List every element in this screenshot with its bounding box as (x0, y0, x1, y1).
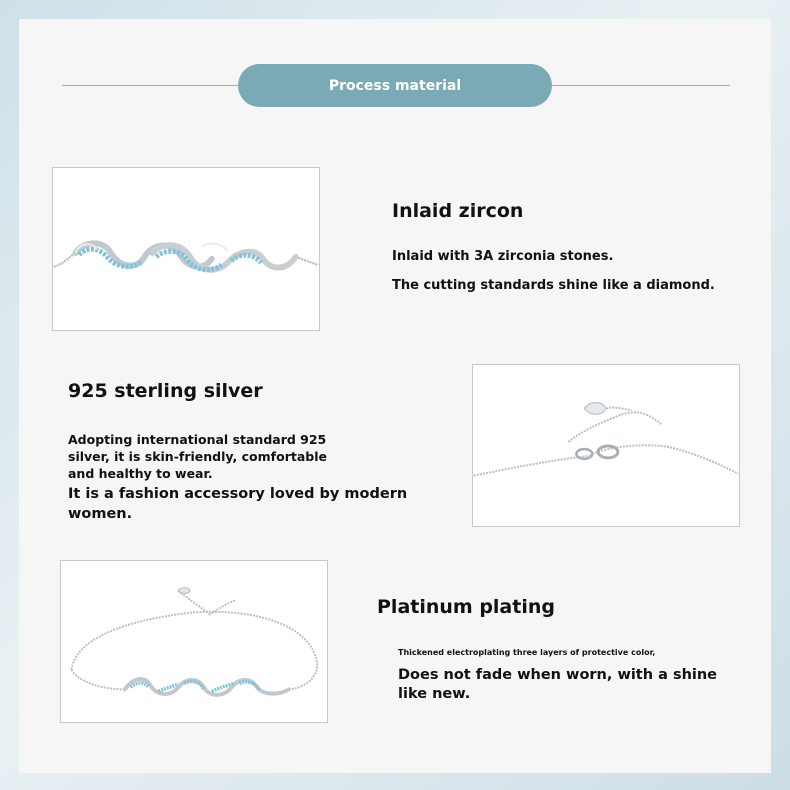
silver-small-line-3: and healthy to wear. (68, 466, 213, 481)
platinum-bracelet-photo (60, 560, 328, 723)
silver-large-line-2: women. (68, 506, 133, 522)
wave-bracelet-closeup-image (53, 168, 319, 330)
zircon-heading: Inlaid zircon (392, 200, 524, 222)
silver-small-line-2: silver, it is skin-friendly, comfortable (68, 449, 327, 464)
silver-large-text (68, 484, 407, 524)
section-title-pill: Process material (238, 64, 552, 107)
zircon-line-1: Inlaid with 3A zirconia stones. (392, 249, 614, 264)
platinum-large-line-2: like new. (398, 686, 471, 702)
zircon-line-2: The cutting standards shine like a diamond. (392, 278, 715, 293)
silver-small-text (68, 431, 327, 482)
silver-heading: 925 sterling silver (68, 380, 263, 402)
chain-clasp-image (473, 365, 739, 526)
platinum-heading: Platinum plating (377, 596, 555, 618)
silver-chain-photo (472, 364, 740, 527)
silver-large-line-1: It is a fashion accessory loved by modern (68, 486, 408, 502)
full-bracelet-image (61, 561, 327, 722)
platinum-large-line-1: Does not fade when worn, with a shine (398, 667, 718, 683)
platinum-tiny-line: Thickened electroplating three layers of protective color, (398, 648, 656, 657)
platinum-large-text (398, 666, 717, 704)
header-rule-right (548, 85, 730, 86)
silver-small-line-1: Adopting international standard 925 (68, 432, 327, 447)
header-rule-left (62, 85, 242, 86)
zircon-wave-photo (52, 167, 320, 331)
